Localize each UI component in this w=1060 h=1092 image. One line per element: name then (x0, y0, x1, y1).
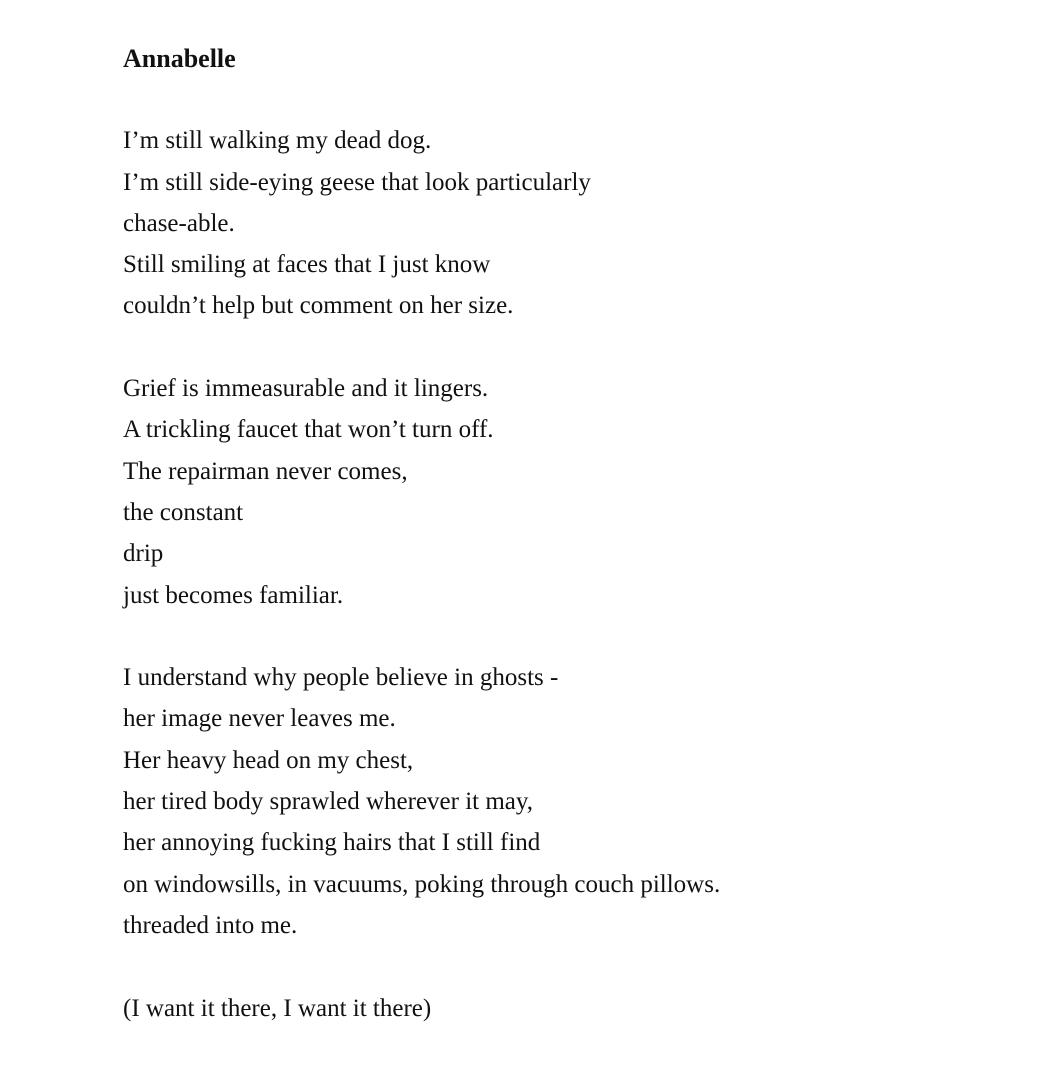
poem-line: drip (123, 540, 164, 568)
poem-line: her annoying fucking hairs that I still find (123, 829, 541, 857)
stanza-2 (123, 368, 1023, 616)
stanza-3 (123, 657, 1023, 946)
stanza-gap (123, 327, 1023, 368)
poem-title: Annabelle (123, 44, 236, 73)
poem-line: Her heavy head on my chest, (123, 746, 414, 774)
poem-line: her image never leaves me. (123, 705, 396, 733)
poem-line: on windowsills, in vacuums, poking through couch pillows. (123, 870, 721, 898)
poem-line: the constant (123, 498, 244, 526)
poem (123, 38, 1023, 1029)
poem-line: chase-able. (123, 209, 235, 237)
poem-line: her tired body sprawled wherever it may, (123, 788, 534, 816)
poem-line: threaded into me. (123, 911, 298, 939)
poem-line: I understand why people believe in ghosts - (123, 664, 559, 692)
poem-line: (I want it there, I want it there) (123, 994, 432, 1022)
stanza-4 (123, 988, 1023, 1029)
poem-line: A trickling faucet that won’t turn off. (123, 416, 494, 444)
poem-line: Still smiling at faces that I just know (123, 251, 491, 279)
poem-line: I’m still side-eying geese that look particularly (123, 168, 591, 196)
stanza-gap (123, 616, 1023, 657)
poem-line: just becomes familiar. (123, 581, 344, 609)
poem-line: Grief is immeasurable and it lingers. (123, 375, 489, 403)
poem-line: The repairman never comes, (123, 457, 408, 485)
stanza-1 (123, 120, 1023, 326)
poem-line: couldn’t help but comment on her size. (123, 292, 514, 320)
stanza-gap (123, 946, 1023, 987)
stanza-gap (123, 79, 1023, 120)
poem-line: I’m still walking my dead dog. (123, 127, 432, 155)
